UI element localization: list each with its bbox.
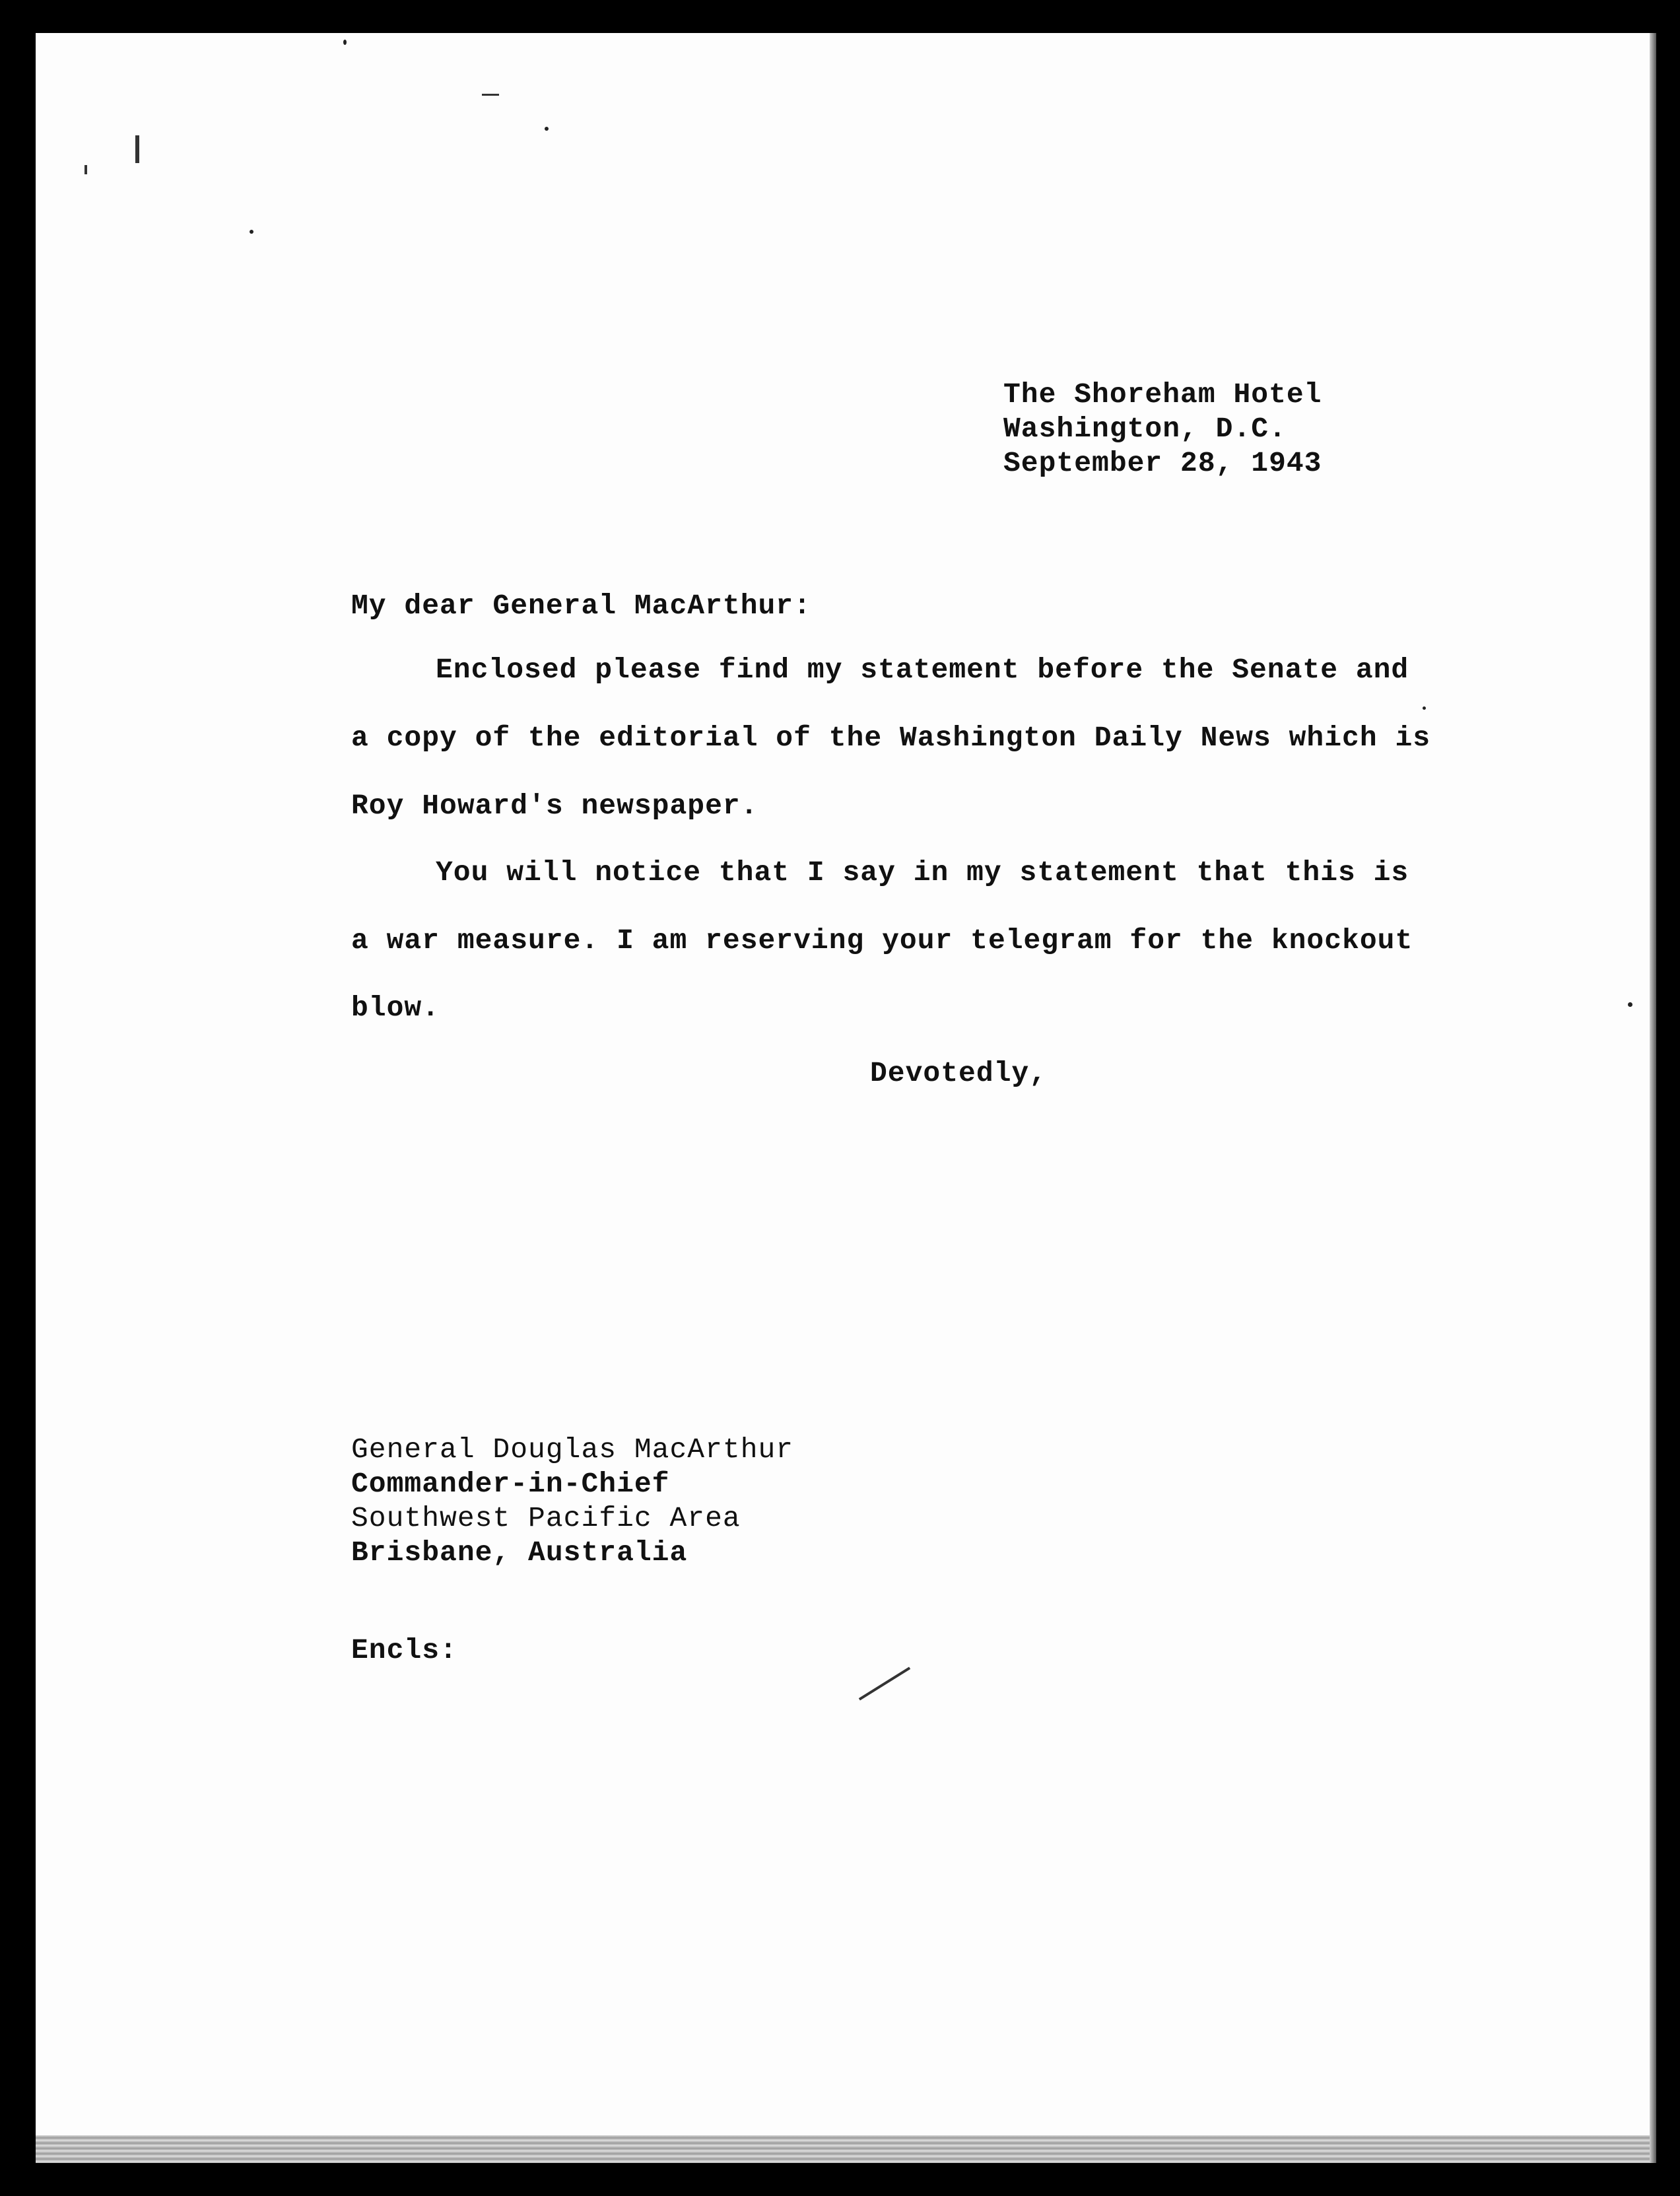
recipient-area: Southwest Pacific Area: [351, 1502, 741, 1534]
scan-mark: [84, 165, 87, 174]
letter-date: September 28, 1943: [1003, 447, 1322, 479]
enclosures-note: Encls:: [351, 1634, 457, 1666]
recipient-title: Commander-in-Chief: [351, 1468, 670, 1500]
body-line: a copy of the editorial of the Washington Daily News which is: [351, 722, 1431, 754]
page-shadow: [1650, 33, 1656, 2163]
body-line: blow.: [351, 992, 440, 1024]
scan-speck: [250, 230, 253, 234]
scan-speck: [1628, 1002, 1632, 1007]
body-line: a war measure. I am reserving your telegram for the knockout: [351, 924, 1413, 957]
recipient-name: General Douglas MacArthur: [351, 1433, 794, 1466]
body-line: You will notice that I say in my statement that this is: [436, 856, 1409, 889]
scan-mark: [482, 94, 499, 96]
letter-page: [36, 33, 1650, 2135]
body-line: Enclosed please find my statement before the Senate and: [436, 654, 1409, 686]
letterhead-hotel: The Shoreham Hotel: [1003, 378, 1322, 411]
body-line: Roy Howard's newspaper.: [351, 790, 758, 822]
stacked-page-edge: [36, 2135, 1650, 2163]
salutation: My dear General MacArthur:: [351, 590, 811, 622]
scan-speck: [1423, 706, 1426, 710]
scan-speck: [545, 127, 549, 131]
scan-speck: [343, 40, 347, 45]
closing: Devotedly,: [870, 1057, 1048, 1089]
recipient-location: Brisbane, Australia: [351, 1536, 688, 1569]
scan-mark: [135, 135, 139, 163]
letterhead-city: Washington, D.C.: [1003, 413, 1287, 445]
